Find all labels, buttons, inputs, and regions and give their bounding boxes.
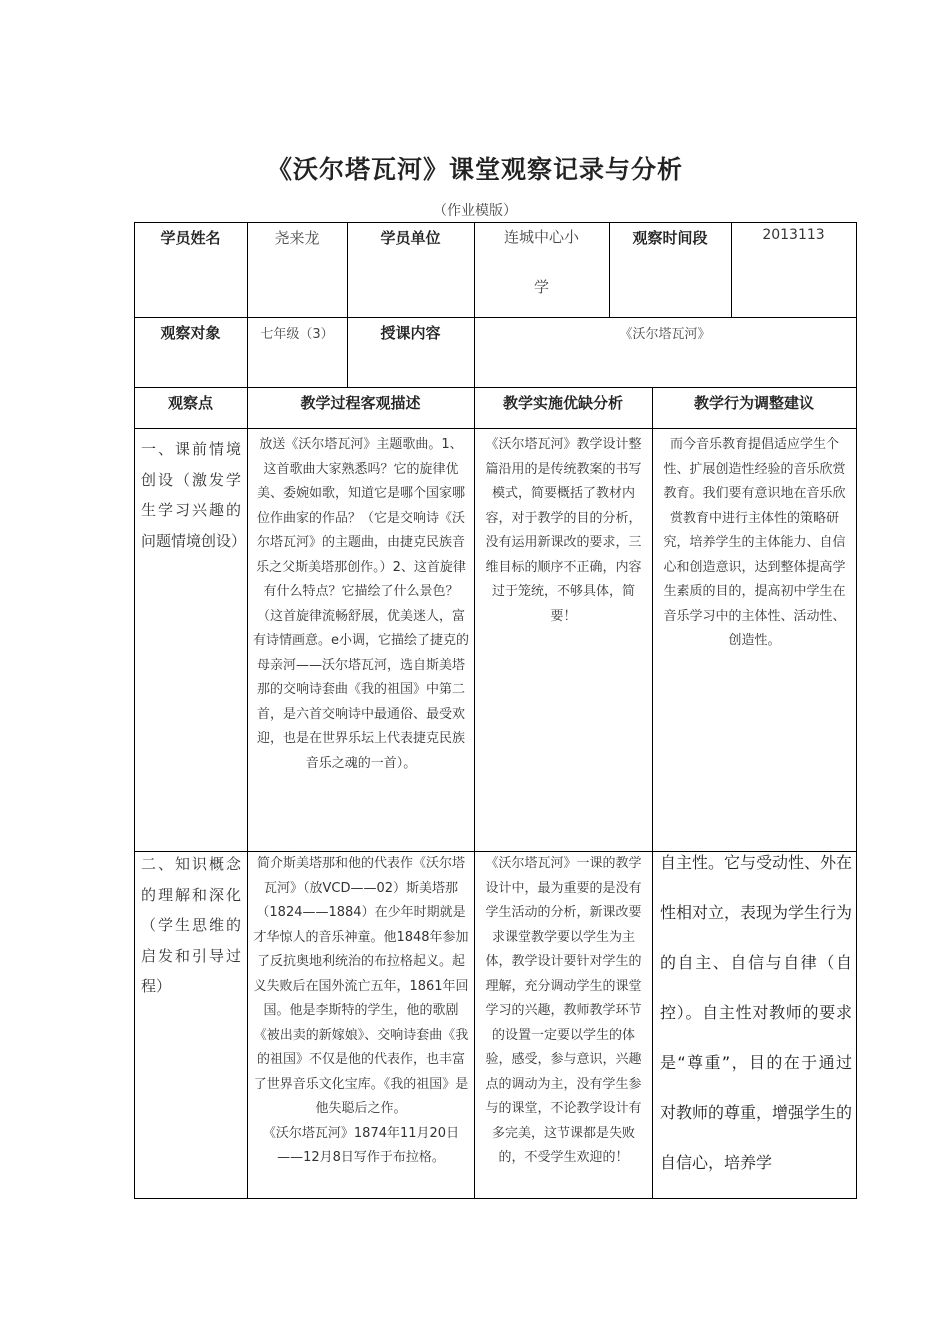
process-description-2: [253, 852, 469, 1171]
object-label: 观察对象: [160, 324, 221, 342]
process-description-text: 简介斯美塔那和他的代表作《沃尔塔瓦河》（放VCD——02）斯美塔那（1824——1884）在少年时期就是才华惊人的音乐神童。他1848年参加了反抗奥地利统治的布拉格起义。起义失败后在国外流亡五年，1861年回国。他是李斯特的学生，他的歌剧《被出卖的新嫁娘》、交响诗套曲《我的祖国》不仅是他的代表作，也丰富了世界音乐文化宝库。《我的祖国》是他失聪后之作。: [253, 856, 469, 1116]
header-process-description: 教学过程客观描述: [300, 394, 421, 412]
document-subtitle: （作业模版）: [433, 203, 517, 219]
student-unit-line: 学: [533, 278, 549, 296]
table-rule: [652, 388, 653, 1199]
time-value: 2013113: [762, 227, 825, 243]
table-rule: [134, 387, 857, 388]
header-observation-point: 观察点: [167, 394, 213, 412]
student-unit-line: 连城中心小: [503, 228, 579, 246]
table-border-left: [134, 222, 135, 1199]
student-unit-label: 学员单位: [380, 229, 441, 247]
process-description-1: 放送《沃尔塔瓦河》主题歌曲。1、这首歌曲大家熟悉吗？它的旋律优美、委婉如歌，知道它是哪个国家哪位作曲家的作品？（它是交响诗《沃尔塔瓦河》的主题曲，由捷克民族音乐之父斯美塔那创作。）2、这首旋律有什么特点？它描绘了什么景色？（这首旋律流畅舒展，优美迷人，富有诗情画意。e小调，它描绘了捷克的母亲河——沃尔塔瓦河，选自斯美塔那的交响诗套曲《我的祖国》中第二首，是六首交响诗中最通俗、最受欢迎，也是在世界乐坛上代表捷克民族音乐之魂的一首）。: [253, 437, 469, 771]
observation-table: [134, 222, 857, 1199]
student-name-label: 学员姓名: [160, 229, 221, 247]
adjustment-suggestion-1: 而今音乐教育提倡适应学生个性、扩展创造性经验的音乐欣赏教育。我们要有意识地在音乐欣赏教育中进行主体性的策略研究，培养学生的主体能力、自信心和创造意识，达到整体提高学生素质的目的，提高初中学生在音乐学习中的主体性、活动性、创造性。: [663, 437, 846, 648]
student-name-value: 尧来龙: [274, 229, 320, 247]
object-value: 七年级（3）: [260, 327, 334, 342]
content-value: 《沃尔塔瓦河》: [619, 327, 711, 342]
table-border-bottom: [134, 1198, 857, 1199]
table-rule: [474, 222, 475, 1199]
process-description-extra: 《沃尔塔瓦河》1874年11月20日——12月8日写作于布拉格。: [262, 1125, 460, 1165]
document-title: 《沃尔塔瓦河》课堂观察记录与分析: [266, 155, 683, 184]
content-label: 授课内容: [380, 324, 441, 342]
implementation-analysis-2: 《沃尔塔瓦河》一课的教学设计中，最为重要的是没有学生活动的分析，新课改要求课堂教学要以学生为主体，教学设计要针对学生的理解，充分调动学生的课堂学习的兴趣，教师教学环节的设置一定要以学生的体验，感受，参与意识，兴趣点的调动为主，没有学生参与的课堂，不论教学设计有多完美，这节课都是失败的，不受学生欢迎的！: [485, 856, 642, 1165]
observation-point-1: 一、课前情境创设（激发学生学习兴趣的问题情境创设）: [141, 440, 247, 550]
table-rule: [134, 317, 857, 318]
implementation-analysis-1: 《沃尔塔瓦河》教学设计整篇沿用的是传统教案的书写模式，简要概括了教材内容，对于教学的目的分析，没有运用新课改的要求，三维目标的顺序不正确，内容过于笼统，不够具体，简要！: [485, 437, 642, 624]
table-rule: [134, 428, 857, 429]
observation-point-2: 二、知识概念的理解和深化（学生思维的启发和引导过程）: [141, 855, 241, 995]
table-rule: [247, 222, 248, 1199]
header-adjustment-suggestion: 教学行为调整建议: [693, 394, 814, 412]
table-border-top: [134, 222, 857, 223]
student-unit-value: [474, 227, 609, 297]
time-label: 观察时间段: [632, 229, 708, 247]
adjustment-suggestion-2: 自主性。它与受动性、外在性相对立，表现为学生行为的自主、自信与自律（自控）。自主性对教师的要求是“尊重”，目的在于通过对教师的尊重，增强学生的自信心，培养学: [660, 853, 852, 1172]
table-border-right: [856, 222, 857, 1199]
header-implementation-analysis: 教学实施优缺分析: [502, 394, 623, 412]
